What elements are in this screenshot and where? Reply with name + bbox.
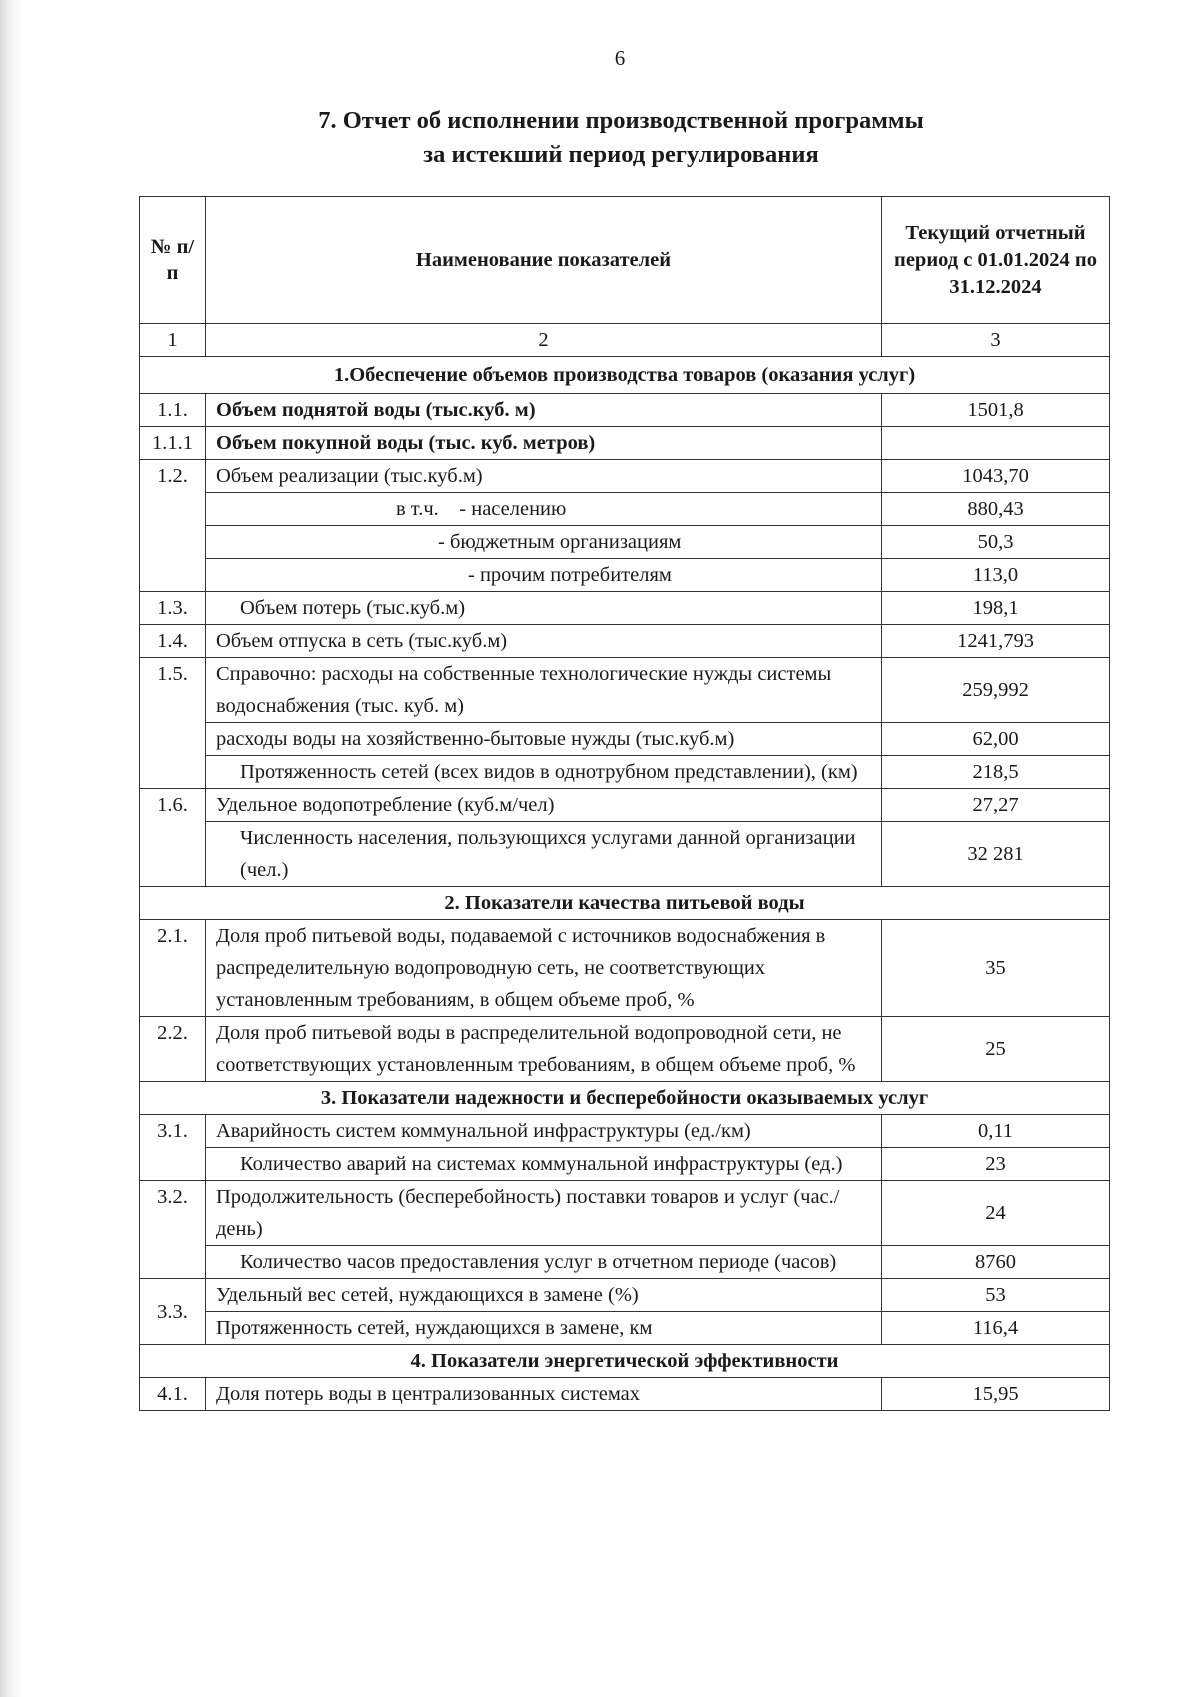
row-name: Удельное водопотребление (куб.м/чел) <box>206 789 882 822</box>
section-title-2: 2. Показатели качества питьевой воды <box>140 887 1110 920</box>
page-number: 6 <box>614 46 626 70</box>
row-num: 2.1. <box>140 920 206 1017</box>
table-row <box>140 460 1110 493</box>
row-value: 113,0 <box>882 559 1110 592</box>
column-number-row <box>140 324 1110 357</box>
row-name: Аварийность систем коммунальной инфраструктуры (ед./км) <box>206 1115 882 1148</box>
row-name: - бюджетным организациям <box>206 526 882 559</box>
table-row <box>140 559 1110 592</box>
row-value: 1241,793 <box>882 625 1110 658</box>
row-name: Доля потерь воды в централизованных системах <box>206 1378 882 1411</box>
table-row <box>140 1017 1110 1082</box>
row-name: в т.ч. - населению <box>206 493 882 526</box>
table-row <box>140 1279 1110 1312</box>
row-value: 32 281 <box>882 822 1110 887</box>
row-value: 259,992 <box>882 658 1110 723</box>
table-row <box>140 625 1110 658</box>
table-row <box>140 394 1110 427</box>
page-edge-shadow <box>0 0 22 1697</box>
col-number-3: 3 <box>882 324 1110 357</box>
row-value: 1043,70 <box>882 460 1110 493</box>
header-num: № п/п <box>140 197 206 324</box>
section-title-3: 3. Показатели надежности и бесперебойности оказываемых услуг <box>140 1082 1110 1115</box>
row-value: 15,95 <box>882 1378 1110 1411</box>
row-value: 0,11 <box>882 1115 1110 1148</box>
row-value: 198,1 <box>882 592 1110 625</box>
header-period: Текущий отчетный период с 01.01.2024 по 31.12.2024 <box>882 197 1110 324</box>
row-value: 50,3 <box>882 526 1110 559</box>
table-row <box>140 493 1110 526</box>
table-row <box>140 723 1110 756</box>
row-value: 1501,8 <box>882 394 1110 427</box>
row-name: Протяженность сетей (всех видов в однотрубном представлении), (км) <box>206 756 882 789</box>
row-value: 8760 <box>882 1246 1110 1279</box>
row-name: Продолжительность (бесперебойность) поставки товаров и услуг (час./день) <box>206 1181 882 1246</box>
row-value: 24 <box>882 1181 1110 1246</box>
row-value: 23 <box>882 1148 1110 1181</box>
row-name: Доля проб питьевой воды, подаваемой с источников водоснабжения в распределительную водопроводную сеть, не соответствующих установленным требованиям, в общем объеме проб, % <box>206 920 882 1017</box>
report-table <box>139 196 1110 1411</box>
row-name: Доля проб питьевой воды в распределительной водопроводной сети, не соответствующих установленным требованиям, в общем объеме проб, % <box>206 1017 882 1082</box>
table-row <box>140 1148 1110 1181</box>
row-name: Количество часов предоставления услуг в отчетном периоде (часов) <box>206 1246 882 1279</box>
row-num: 1.6. <box>140 789 206 887</box>
row-name: расходы воды на хозяйственно-бытовые нужды (тыс.куб.м) <box>206 723 882 756</box>
row-value: 62,00 <box>882 723 1110 756</box>
title-line-1: 7. Отчет об исполнении производственной программы <box>318 107 924 134</box>
row-value: 35 <box>882 920 1110 1017</box>
col-number-1: 1 <box>140 324 206 357</box>
row-name: Объем потерь (тыс.куб.м) <box>206 592 882 625</box>
section-row <box>140 357 1110 394</box>
row-value: 27,27 <box>882 789 1110 822</box>
section-row <box>140 1345 1110 1378</box>
row-num: 3.2. <box>140 1181 206 1279</box>
section-row <box>140 887 1110 920</box>
row-name: Объем поднятой воды (тыс.куб. м) <box>206 394 882 427</box>
table-row <box>140 526 1110 559</box>
row-num: 3.1. <box>140 1115 206 1181</box>
row-num: 1.1.1 <box>140 427 206 460</box>
row-value <box>882 427 1110 460</box>
table-row <box>140 427 1110 460</box>
table-row <box>140 822 1110 887</box>
row-value: 880,43 <box>882 493 1110 526</box>
row-num: 2.2. <box>140 1017 206 1082</box>
table-row <box>140 789 1110 822</box>
row-value: 25 <box>882 1017 1110 1082</box>
row-name: Объем отпуска в сеть (тыс.куб.м) <box>206 625 882 658</box>
section-title-4: 4. Показатели энергетической эффективности <box>140 1345 1110 1378</box>
table-row <box>140 658 1110 723</box>
page-title <box>0 104 1200 172</box>
row-num: 1.1. <box>140 394 206 427</box>
row-value: 218,5 <box>882 756 1110 789</box>
row-name: Объем покупной воды (тыс. куб. метров) <box>206 427 882 460</box>
col-number-2: 2 <box>206 324 882 357</box>
row-name: Протяженность сетей, нуждающихся в замене, км <box>206 1312 882 1345</box>
table-row <box>140 1378 1110 1411</box>
row-num: 1.2. <box>140 460 206 592</box>
table-row <box>140 1181 1110 1246</box>
row-name: Численность населения, пользующихся услугами данной организации (чел.) <box>206 822 882 887</box>
table-row <box>140 1246 1110 1279</box>
header-name: Наименование показателей <box>206 197 882 324</box>
table-row <box>140 1115 1110 1148</box>
row-num: 1.4. <box>140 625 206 658</box>
row-num: 4.1. <box>140 1378 206 1411</box>
table-row <box>140 920 1110 1017</box>
section-title-1: 1.Обеспечение объемов производства товаров (оказания услуг) <box>140 357 1110 394</box>
row-name: Справочно: расходы на собственные технологические нужды системы водоснабжения (тыс. куб. м) <box>206 658 882 723</box>
table-header-row <box>140 197 1110 324</box>
section-row <box>140 1082 1110 1115</box>
row-name: Объем реализации (тыс.куб.м) <box>206 460 882 493</box>
table-row <box>140 1312 1110 1345</box>
row-name: - прочим потребителям <box>206 559 882 592</box>
row-num: 3.3. <box>140 1279 206 1345</box>
table-row <box>140 592 1110 625</box>
row-value: 53 <box>882 1279 1110 1312</box>
row-name: Количество аварий на системах коммунальной инфраструктуры (ед.) <box>206 1148 882 1181</box>
row-num: 1.3. <box>140 592 206 625</box>
row-value: 116,4 <box>882 1312 1110 1345</box>
title-line-2: за истекший период регулирования <box>423 141 819 168</box>
row-num: 1.5. <box>140 658 206 789</box>
table-row <box>140 756 1110 789</box>
row-name: Удельный вес сетей, нуждающихся в замене (%) <box>206 1279 882 1312</box>
